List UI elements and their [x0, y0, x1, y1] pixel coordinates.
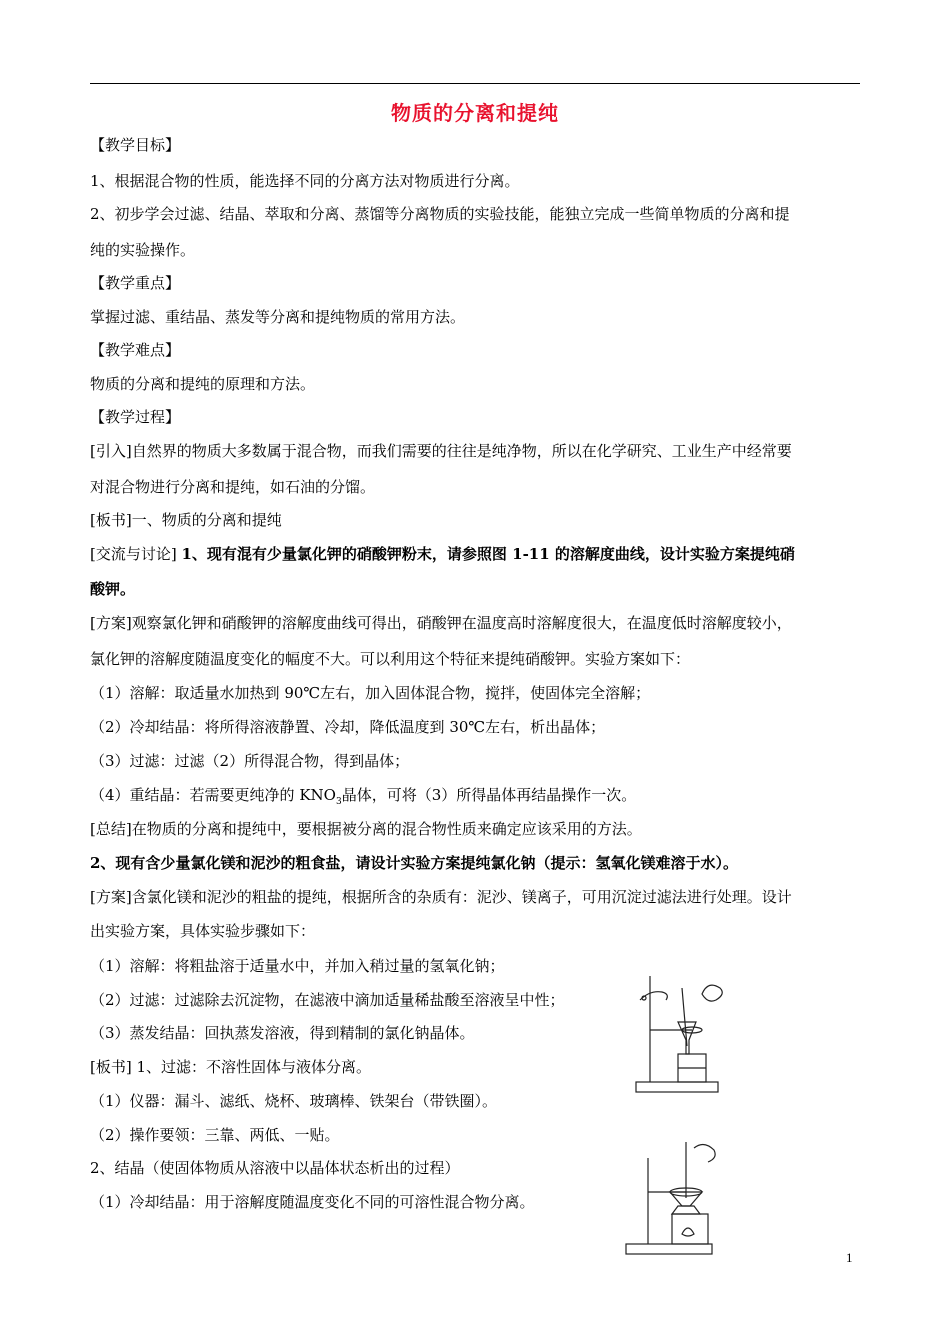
- heading-process: 【教学过程】: [90, 408, 181, 426]
- step2-filter: （2）过滤：过滤除去沉淀物，在滤液中滴加适量稀盐酸至溶液呈中性；: [90, 991, 565, 1009]
- intro-line-1: [引入]自然界的物质大多数属于混合物，而我们需要的往往是纯净物，所以在化学研究、工业生产中经常要: [90, 442, 792, 460]
- step-recrystallize: [90, 784, 860, 813]
- crystallization-heading: 2、结晶（使固体物质从溶液中以晶体状态析出的过程）: [90, 1159, 460, 1177]
- key-points-text: 掌握过滤、重结晶、蒸发等分离和提纯物质的常用方法。: [90, 308, 466, 326]
- heading-objectives: 【教学目标】: [90, 136, 181, 154]
- objective-1: 1、根据混合物的性质，能选择不同的分离方法对物质进行分离。: [90, 172, 520, 190]
- intro-line-2: 对混合物进行分离和提纯，如石油的分馏。: [90, 478, 376, 496]
- step-dissolve: （1）溶解：取适量水加热到 90℃左右，加入固体混合物，搅拌，使固体完全溶解；: [90, 684, 651, 702]
- heading-difficulties: 【教学难点】: [90, 341, 181, 359]
- discussion-prefix: [交流与讨论]: [90, 545, 182, 563]
- header-rule: [90, 83, 860, 84]
- blackboard-filtration: [板书] 1、过滤：不溶性固体与液体分离。: [90, 1058, 372, 1076]
- step2-evaporate: （3）蒸发结晶：回执蒸发溶液，得到精制的氯化钠晶体。: [90, 1024, 475, 1042]
- filtration-key-points: （2）操作要领：三靠、两低、一贴。: [90, 1126, 340, 1144]
- evaporation-apparatus-image: [620, 1140, 720, 1270]
- heading-key-points: 【教学重点】: [90, 274, 181, 292]
- plan2-line-2: 出实验方案，具体实验步骤如下：: [90, 922, 316, 940]
- step-filter: （3）过滤：过滤（2）所得混合物，得到晶体；: [90, 752, 410, 770]
- objective-2-cont: 纯的实验操作。: [90, 241, 196, 259]
- discussion-line-1: [90, 543, 860, 565]
- recryst-text-b: 晶体，可将（3）所得晶体再结晶操作一次。: [341, 786, 637, 804]
- summary: [总结]在物质的分离和提纯中，要根据被分离的混合物性质来确定应该采用的方法。: [90, 820, 642, 838]
- recryst-text-a: （4）重结晶：若需要更纯净的 KNO: [90, 786, 336, 804]
- page-title: 物质的分离和提纯: [391, 101, 559, 125]
- discussion-question: 1、现有混有少量氯化钾的硝酸钾粉末，请参照图 1-11 的溶解度曲线，设计实验方案提纯硝: [181, 545, 795, 563]
- cooling-crystallization: （1）冷却结晶：用于溶解度随温度变化不同的可溶性混合物分离。: [90, 1193, 535, 1211]
- plan-line-1: [方案]观察氯化钾和硝酸钾的溶解度曲线可得出，硝酸钾在温度高时溶解度很大，在温度低时溶解度较小，: [90, 614, 792, 632]
- step2-dissolve: （1）溶解：将粗盐溶于适量水中，并加入稍过量的氢氧化钠；: [90, 957, 505, 975]
- question-2: 2、现有含少量氯化镁和泥沙的粗食盐，请设计实验方案提纯氯化钠（提示：氢氧化镁难溶于水）。: [90, 854, 738, 872]
- plan2-line-1: [方案]含氯化镁和泥沙的粗盐的提纯，根据所含的杂质有：泥沙、镁离子，可用沉淀过滤法进行处理。设计: [90, 888, 792, 906]
- objective-2: 2、初步学会过滤、结晶、萃取和分离、蒸馏等分离物质的实验技能，能独立完成一些简单物质的分离和提: [90, 205, 790, 223]
- plan-line-2: 氯化钾的溶解度随温度变化的幅度不大。可以利用这个特征来提纯硝酸钾。实验方案如下：: [90, 650, 691, 668]
- page-number: 1: [846, 1250, 853, 1265]
- filtration-apparatus-image: [630, 968, 730, 1098]
- recryst-subscript: 3: [335, 797, 342, 807]
- discussion-line-2: 酸钾。: [90, 580, 136, 598]
- blackboard-1: [板书]一、物质的分离和提纯: [90, 511, 282, 529]
- difficulties-text: 物质的分离和提纯的原理和方法。: [90, 375, 316, 393]
- filtration-apparatus: （1）仪器：漏斗、滤纸、烧杯、玻璃棒、铁架台（带铁圈）。: [90, 1092, 498, 1110]
- step-cool: （2）冷却结晶：将所得溶液静置、冷却，降低温度到 30℃左右，析出晶体；: [90, 718, 606, 736]
